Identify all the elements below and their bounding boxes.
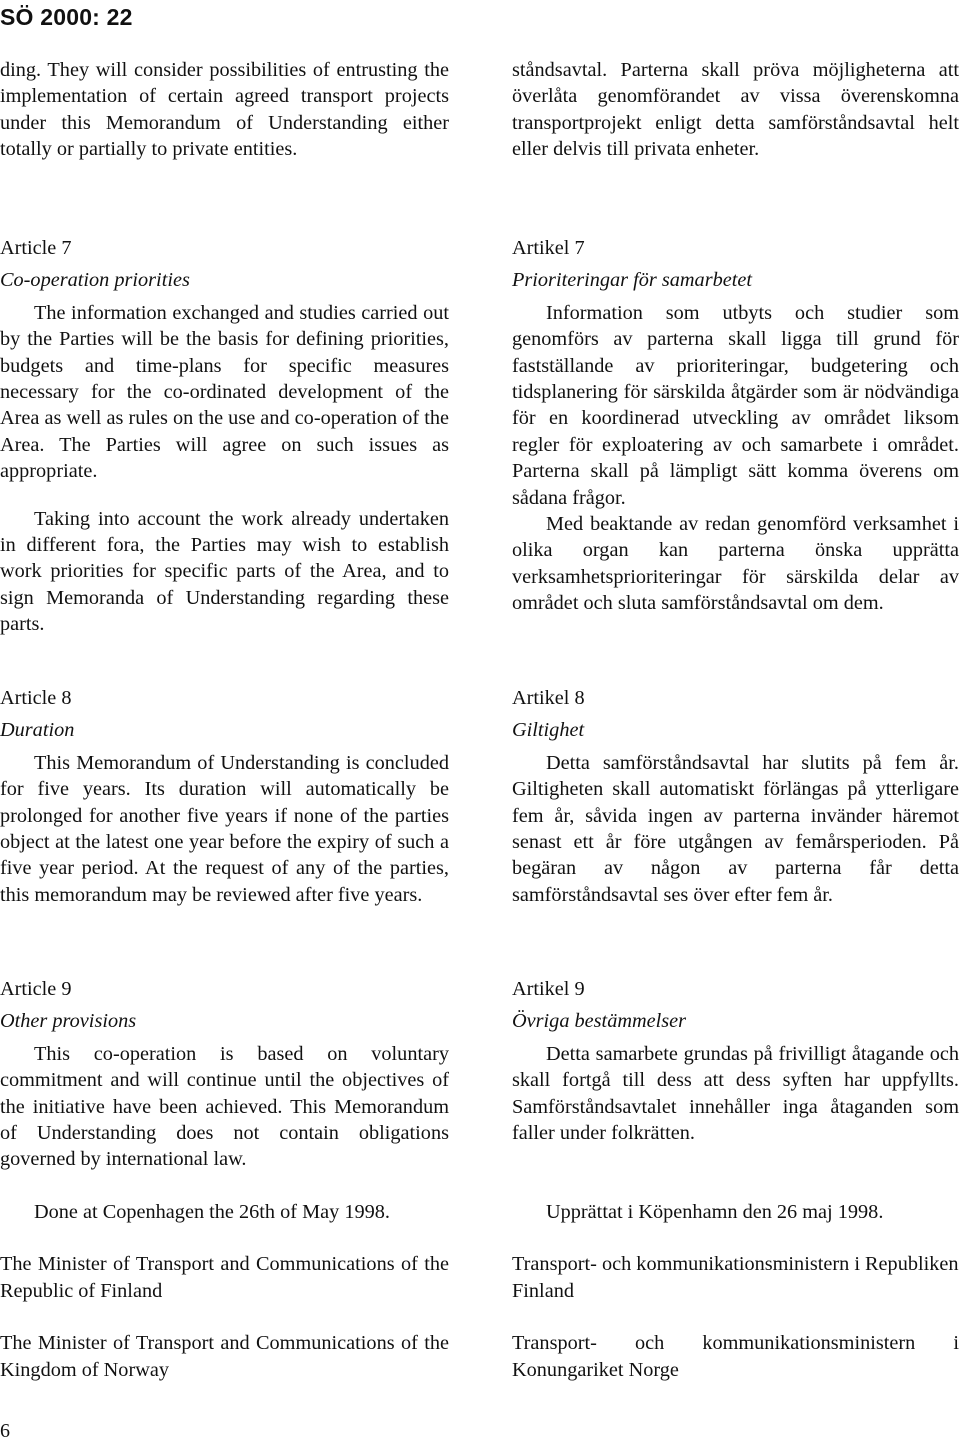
signatory-finland: Transport- och kommunikationsministern i Republiken Finland xyxy=(512,1253,959,1302)
done-at-line: Upprättat i Köpenhamn den 26 maj 1998. xyxy=(546,1201,884,1223)
signatory-norway: The Minister of Transport and Communications of the Kingdom of Norway xyxy=(0,1332,449,1381)
article-paragraph: This Memorandum of Understanding is concluded for five years. Its duration will automatically be prolonged for another five years if none of the parties object at the latest one year before the expiry of such a five year period. At the request of any of the parties, this memorandum may be reviewed after five years. xyxy=(0,751,449,906)
article-heading: Article 9 xyxy=(0,978,72,1000)
article-subheading: Co-operation priorities xyxy=(0,269,190,292)
article-7 xyxy=(0,235,449,638)
continuation-block xyxy=(512,57,959,163)
article-subheading: Giltighet xyxy=(512,719,585,742)
signature-block xyxy=(512,1199,959,1383)
signatory-finland: The Minister of Transport and Communications of the Republic of Finland xyxy=(0,1253,449,1302)
article-heading: Artikel 8 xyxy=(512,687,585,709)
continuation-block xyxy=(0,57,449,163)
article-paragraph: Information som utbyts och studier som genomförs av parterna skall ligga till grund för fastställande av prioriteringar, budgetering och tidsplanering för särskilda åtgärder som är nödvändiga för en koordinerad utveckling av området liksom regler för exploatering av och samarbete i området. Parterna skall på lämpligt sätt komma överens om sådana frågor. xyxy=(512,301,959,509)
article-heading: Artikel 7 xyxy=(512,237,585,259)
article-paragraph: Med beaktande av redan genomförd verksamhet i olika organ kan parterna önska upprätta verksamhetsprioriteringar för särskilda delar av området och sluta samförståndsavtal om dem. xyxy=(512,513,959,615)
page-number: 6 xyxy=(0,1420,10,1442)
continuation-paragraph: ståndsavtal. Parterna skall pröva möjligheterna att överlåta genomförandet av vissa överenskomna transportprojekt enligt detta samförståndsavtal helt eller delvis till privata enheter. xyxy=(512,59,959,161)
article-8 xyxy=(0,685,449,908)
article-subheading: Prioriteringar för samarbetet xyxy=(512,269,752,292)
signatory-norway: Transport- och kommunikationsministern i Konungariket Norge xyxy=(512,1332,959,1381)
article-heading: Artikel 9 xyxy=(512,978,585,1000)
artikel-9 xyxy=(512,976,959,1146)
article-paragraph: Taking into account the work already undertaken in different fora, the Parties may wish to establish work priorities for specific parts of the Area, and to sign Memoranda of Understanding regarding these parts. xyxy=(0,507,449,636)
artikel-7 xyxy=(512,235,959,617)
done-at-line: Done at Copenhagen the 26th of May 1998. xyxy=(34,1201,390,1223)
article-paragraph: Detta samarbete grundas på frivilligt åtagande och skall fortgå till dess att dess syften har uppfyllts. Samförståndsavtalet innehåller inga åtaganden som faller under folkrätten. xyxy=(512,1042,959,1145)
signature-block xyxy=(0,1199,449,1383)
article-paragraph: The information exchanged and studies carried out by the Parties will be the basis for defining priorities, budgets and time-plans for specific measures necessary for the co-ordinated development of the Area as well as rules on the use and co-operation of the Area. The Parties will agree on such issues as appropriate. xyxy=(0,301,449,483)
page-header: SÖ 2000: 22 xyxy=(0,4,133,30)
article-subheading: Duration xyxy=(0,719,75,742)
artikel-8 xyxy=(512,685,959,908)
article-heading: Article 8 xyxy=(0,687,72,709)
article-subheading: Övriga bestämmelser xyxy=(512,1010,687,1033)
article-heading: Article 7 xyxy=(0,237,72,259)
article-subheading: Other provisions xyxy=(0,1010,137,1033)
continuation-paragraph: ding. They will consider possibilities of entrusting the implementation of certain agreed transport projects under this Memorandum of Understanding either totally or partially to private entities. xyxy=(0,59,449,161)
article-paragraph: This co-operation is based on voluntary commitment and will continue until the objectives of the initiative have been achieved. This Memorandum of Understanding does not contain obligations governed by international law. xyxy=(0,1042,449,1171)
article-paragraph: Detta samförståndsavtal har slutits på fem år. Giltigheten skall automatiskt förlängas på ytterligare fem år, såvida ingen av parterna invänder häremot senast ett år före utgången av femårsperioden. På begäran av någon av parterna får detta samförståndsavtal ses över efter fem år. xyxy=(512,751,959,906)
article-9 xyxy=(0,976,449,1173)
